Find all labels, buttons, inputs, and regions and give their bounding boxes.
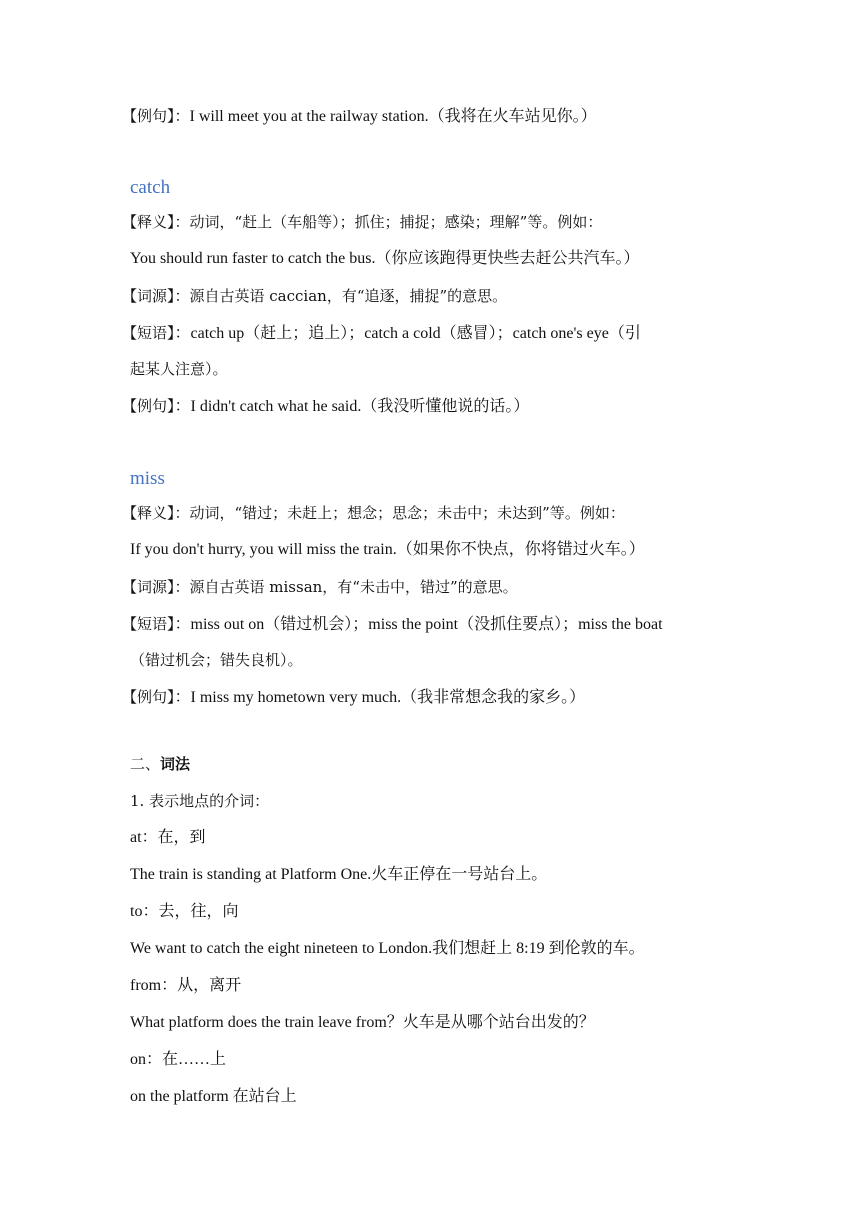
catch-meaning-example: You should run faster to catch the bus.（你应该跑得更快些去赶公共汽车。）: [130, 250, 640, 267]
catch-meaning-line: [122, 211, 602, 234]
list-item: at：在，到: [130, 829, 206, 846]
origin-label: 【词源】: [122, 578, 175, 596]
phrase-text: ：catch up（赶上；追上）；catch a cold（感冒）；catch one's eye（引: [174, 325, 641, 342]
example-text: ：I miss my hometown very much.（我非常想念我的家乡。）: [174, 689, 586, 706]
origin-text: ：源自古英语 caccian，有“追逐，捕捉”的意思。: [174, 287, 508, 305]
catch-example-line: [122, 395, 529, 418]
meaning-label: 【释义】: [122, 213, 175, 231]
subheading-prepositions: 1. 表示地点的介词：: [130, 792, 270, 810]
miss-meaning-line: [122, 502, 625, 525]
miss-example-line: [122, 686, 585, 709]
meaning-text: ：动词，“赶上（车船等）；抓住；捕捉；感染；理解”等。例如：: [174, 213, 603, 231]
meaning-label: 【释义】: [122, 504, 175, 522]
section-title: 词法: [160, 755, 191, 773]
origin-label: 【词源】: [122, 287, 175, 305]
example-line-train: [122, 105, 597, 128]
headword-catch: catch: [130, 177, 171, 198]
origin-text: ：源自古英语 missan，有“未击中，错过”的意思。: [174, 578, 518, 596]
example-text: ：I didn't catch what he said.（我没听懂他说的话。）: [174, 398, 530, 415]
list-item: on the platform 在站台上: [130, 1088, 297, 1105]
headword-miss: miss: [130, 468, 165, 489]
meaning-text: ：动词，“错过；未赶上；想念；思念；未击中；未达到”等。例如：: [174, 504, 625, 522]
phrase-text: ：miss out on（错过机会）；miss the point（没抓住要点）；miss the boat: [174, 616, 663, 633]
catch-phrase-continuation: 起某人注意）。: [130, 360, 228, 378]
example-label: 【例句】: [122, 397, 175, 415]
miss-phrase-line: [122, 613, 663, 636]
example-text: I will meet you at the railway station.（我将在火车站见你。）: [189, 108, 597, 125]
phrase-label: 【短语】: [122, 615, 175, 633]
list-item: What platform does the train leave from？火车是从哪个站台出发的？: [130, 1014, 595, 1031]
example-label: 【例句】: [122, 107, 175, 125]
miss-phrase-continuation: （错过机会；错失良机）。: [130, 651, 303, 669]
list-item: We want to catch the eight nineteen to London.我们想赶上 8:19 到伦敦的车。: [130, 940, 645, 957]
list-item: The train is standing at Platform One.火车正停在一号站台上。: [130, 866, 548, 883]
phrase-label: 【短语】: [122, 324, 175, 342]
section-number: 二、: [130, 755, 161, 773]
list-item: from：从，离开: [130, 977, 242, 994]
catch-phrase-line: [122, 322, 641, 345]
example-separator: ：: [174, 107, 190, 125]
section-heading: [130, 753, 190, 775]
example-label: 【例句】: [122, 688, 175, 706]
catch-origin-line: [122, 285, 507, 308]
miss-origin-line: [122, 576, 518, 599]
list-item: on：在……上: [130, 1051, 227, 1068]
miss-meaning-example: If you don't hurry, you will miss the train.（如果你不快点，你将错过火车。）: [130, 541, 645, 558]
list-item: to：去，往，向: [130, 903, 239, 920]
